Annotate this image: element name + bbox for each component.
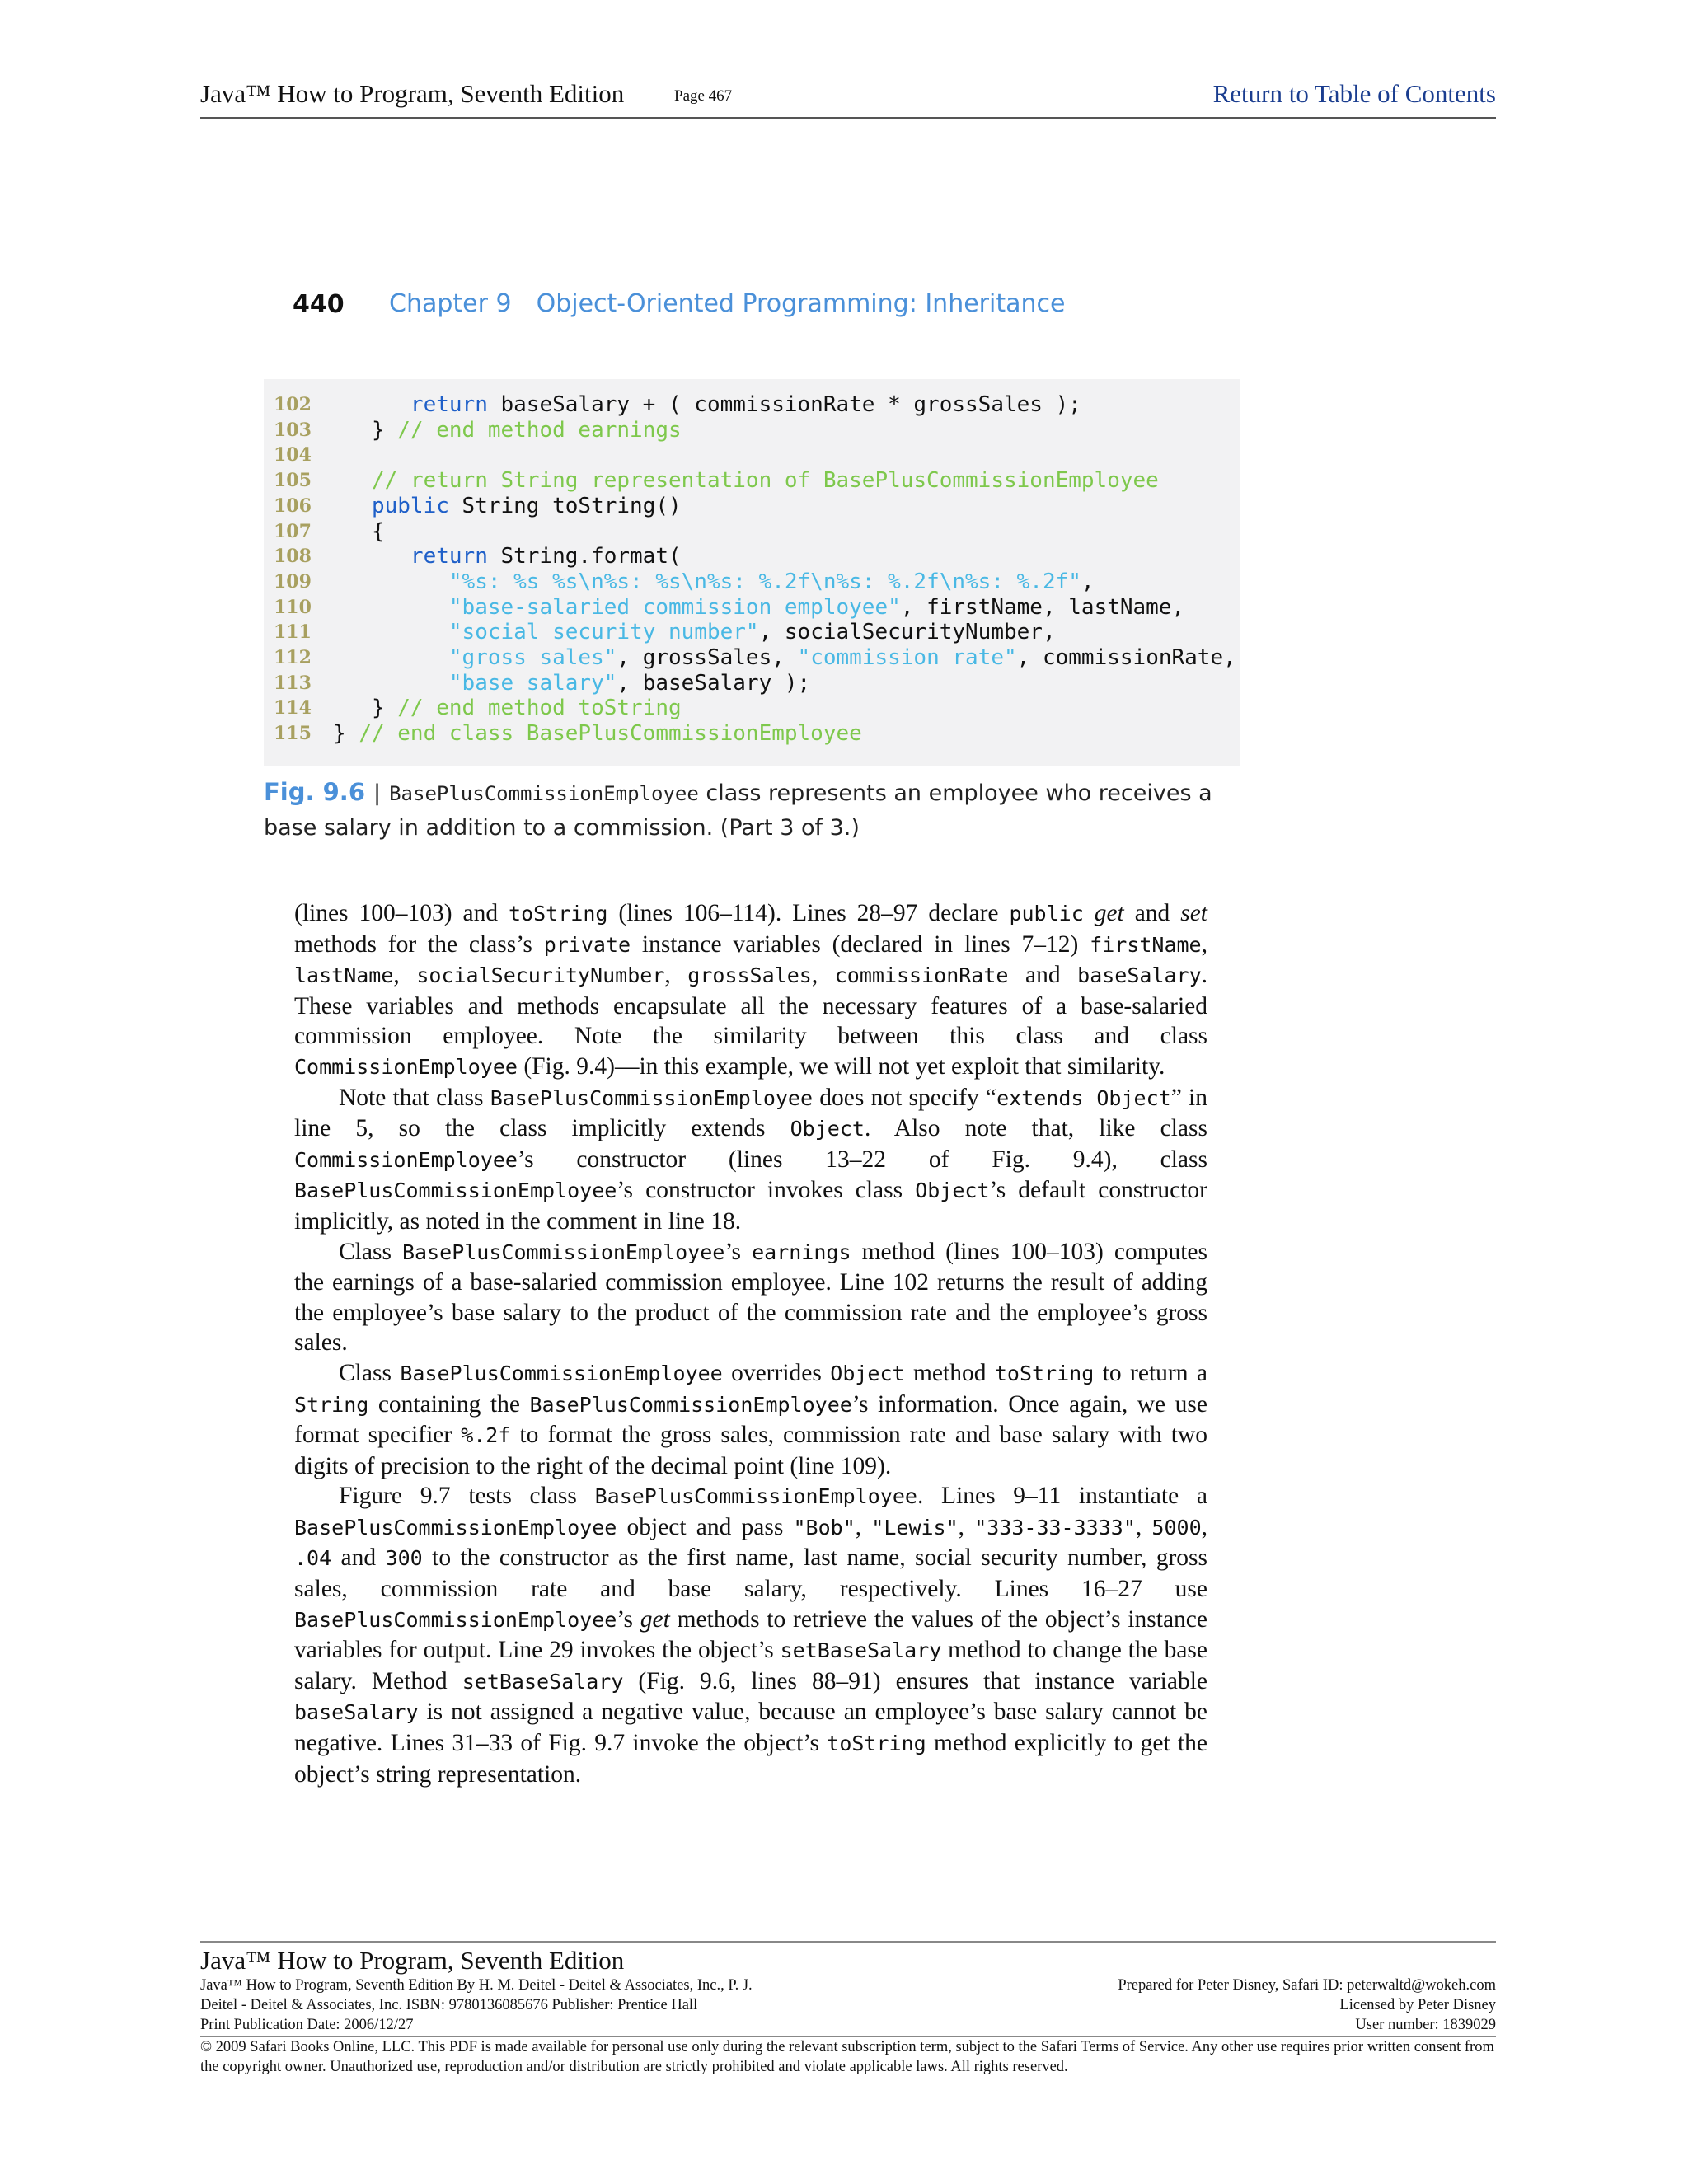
code-line [264, 645, 1240, 671]
code-line [264, 671, 1240, 696]
line-number: 109 [274, 570, 312, 593]
code-listing [264, 379, 1240, 766]
body-paragraph: Class BasePlusCommissionEmployee’s earnings method (lines 100–103) computes the earnings of a base-salaried commission employee. Line 102 returns the result of adding the employee’s base salary to the product of the commission rate and the employee’s gross sales. [294, 1238, 1207, 1357]
footer-row-3 [200, 2015, 1496, 2035]
running-header [200, 79, 1496, 119]
code-text: return String.format( [410, 544, 682, 569]
caption-text: class represents an employee who receives a base salary in addition to a commission. (Part 3 of 3.) [264, 780, 1212, 841]
chapter-number: Chapter 9 [389, 289, 512, 318]
code-text: "gross sales", grossSales, "commission rate", commissionRate, [448, 645, 1236, 670]
line-number: 108 [274, 546, 312, 568]
body-text [294, 898, 1207, 1789]
code-text: } // end method earnings [333, 417, 682, 443]
line-number: 114 [274, 697, 312, 719]
line-number: 106 [274, 494, 312, 517]
page-number: 440 [293, 290, 345, 319]
code-text: "base salary", baseSalary ); [448, 670, 811, 696]
body-paragraph: Figure 9.7 tests class BasePlusCommissionEmployee. Lines 9–11 instantiate a BasePlusCommissionEmployee object and pass "Bob", "Lewis", "333-33-3333", 5000, .04 and 300 to the constructor as the first name, last name, social security number, gross sales, commission rate and base salary, respectively. Lines 16–27 use BasePlusCommissionEmployee’s get methods to retrieve the values of the object’s instance variables for output. Line 29 invokes the object’s setBaseSalary method to change the base salary. Method setBaseSalary (Fig. 9.6, lines 88–91) ensures that instance variable baseSalary is not assigned a negative value, because an employee’s base salary cannot be negative. Lines 31–33 of Fig. 9.7 invoke the object’s toString method explicitly to get the object’s string representation. [294, 1483, 1208, 1788]
line-number: 107 [274, 520, 312, 542]
code-line [264, 569, 1240, 595]
line-number: 103 [274, 419, 312, 441]
code-text: // return String representation of BasePlusCommissionEmployee [371, 468, 1159, 494]
code-line [264, 595, 1240, 621]
copyright-notice: © 2009 Safari Books Online, LLC. This PDF is made available for personal use only during the relevant subscription term, subject to the Safari Terms of Service. Any other use requires prior written consent from the copyright owner. Unauthorized use, reproduction and/or distribution are strictly prohibited and violate applicable laws. All rights reserved. [200, 2039, 1494, 2075]
line-number: 115 [274, 723, 312, 745]
code-text: "%s: %s %s\n%s: %s\n%s: %.2f\n%s: %.2f\n%s: %.2f", [448, 569, 1095, 594]
caption-separator: | [373, 780, 382, 806]
code-line [264, 696, 1240, 721]
code-line [264, 544, 1240, 569]
body-paragraph: Note that class BasePlusCommissionEmployee does not specify “extends Object” in line 5, so the class implicitly extends Object. Also note that, like class CommissionEmployee’s constructor (lines 13–22 of Fig. 9.4), class BasePlusCommissionEmployee’s constructor invokes class Object’s default constructor implicitly, as noted in the comment in line 18. [294, 1084, 1207, 1235]
line-number: 105 [274, 470, 312, 492]
code-text: "base-salaried commission employee", firstName, lastName, [448, 594, 1185, 620]
code-line [264, 494, 1240, 519]
code-text: "social security number", socialSecurityNumber, [448, 620, 1056, 645]
book-title: Java™ How to Program, Seventh Edition [200, 79, 625, 108]
return-to-toc-link[interactable]: Return to Table of Contents [1212, 79, 1496, 108]
body-paragraph: Class BasePlusCommissionEmployee overrides Object method toString to return a String containing the BasePlusCommissionEmployee’s information. Once again, we use format specifier %.2f to format the gross sales, commission rate and base salary with two digits of precision to the right of the decimal point (line 109). [294, 1359, 1208, 1479]
code-line [264, 418, 1240, 443]
code-line [264, 721, 1240, 747]
caption-class-name: BasePlusCommissionEmployee [389, 782, 699, 805]
chapter-title: Object-Oriented Programming: Inheritance [536, 289, 1066, 318]
code-line [264, 519, 1240, 545]
code-text: public String toString() [371, 493, 682, 518]
code-line [264, 468, 1240, 494]
footer-prepared-for: Prepared for Peter Disney, Safari ID: peterwaltd@wokeh.com [1118, 1977, 1496, 1994]
page-label: Page 467 [674, 87, 733, 105]
line-number: 110 [274, 596, 312, 618]
code-line [264, 443, 1240, 468]
code-text: } // end class BasePlusCommissionEmployee [333, 721, 862, 747]
page-footer [200, 1941, 1496, 2077]
footer-row-1 [200, 1975, 1496, 1995]
code-text: { [333, 518, 385, 544]
code-text: } // end method toString [333, 696, 682, 721]
line-number: 112 [274, 647, 312, 668]
figure-caption [264, 775, 1253, 846]
chapter-heading [389, 289, 1090, 318]
footer-row-2 [200, 1995, 1496, 2015]
footer-book-authors: Java™ How to Program, Seventh Edition By H. M. Deitel - Deitel & Associates, Inc., P. J. [200, 1977, 753, 1994]
line-number: 113 [274, 672, 312, 694]
code-line [264, 620, 1240, 645]
line-number: 111 [274, 621, 312, 644]
figure-label: Fig. 9.6 [264, 778, 365, 806]
footer-title: Java™ How to Program, Seventh Edition [200, 1946, 625, 1975]
footer-user-number: User number: 1839029 [1355, 2017, 1496, 2033]
footer-publication-date: Print Publication Date: 2006/12/27 [200, 2017, 414, 2033]
code-text: return baseSalary + ( commissionRate * grossSales ); [410, 392, 1081, 417]
footer-isbn: Deitel - Deitel & Associates, Inc. ISBN: 9780136085676 Publisher: Prentice Hall [200, 1997, 698, 2013]
line-number: 102 [274, 394, 312, 415]
body-paragraph: (lines 100–103) and toString (lines 106–114). Lines 28–97 declare public get and set methods for the class’s private instance variables (declared in lines 7–12) firstName, lastName, socialSecurityNumber, grossSales, commissionRate and baseSalary. These variables and methods encapsulate all the necessary features of a base-salaried commission employee. Note the similarity between this class and class CommissionEmployee (Fig. 9.4)—in this example, we will not yet exploit that similarity. [294, 900, 1208, 1080]
line-number: 104 [274, 444, 312, 466]
footer-license: Licensed by Peter Disney [1339, 1997, 1496, 2013]
code-line [264, 392, 1240, 418]
